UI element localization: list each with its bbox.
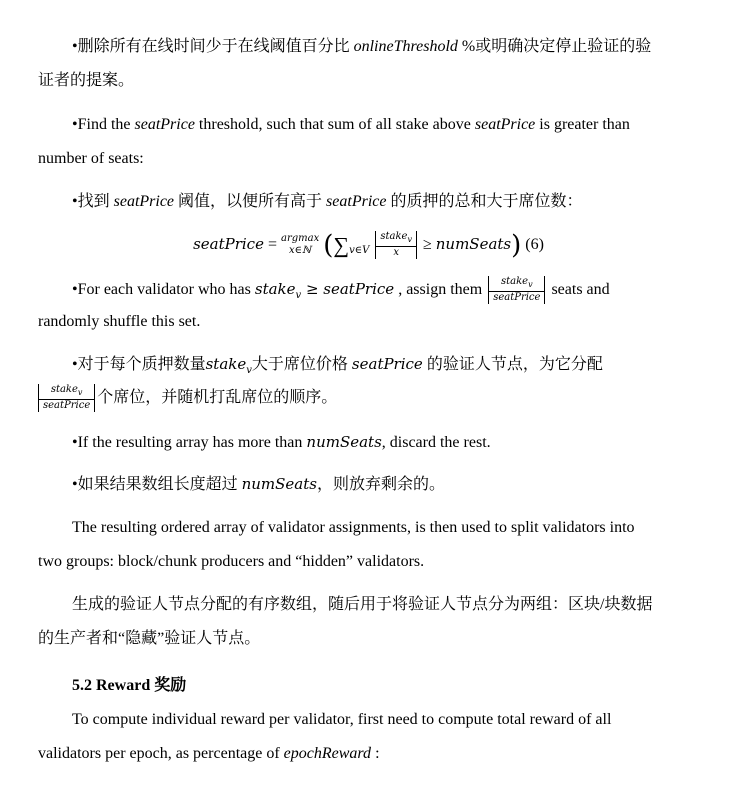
section-number: 5.2 <box>72 677 92 694</box>
text: To compute individual reward per validator, first need to compute total reward of all <box>72 711 612 728</box>
text: v <box>77 388 83 398</box>
text: seats and <box>547 281 610 298</box>
text: stake <box>380 231 408 243</box>
term-seatprice: seatPrice <box>474 116 536 133</box>
text: : <box>371 745 380 762</box>
para-ordered-array-en-cont <box>38 550 723 574</box>
text: v <box>407 235 412 245</box>
text: v <box>246 365 252 376</box>
text: two groups: block/chunk producers and “hidden” validators. <box>38 553 425 570</box>
text: 的验证人节点，为它分配 <box>422 356 603 373</box>
text: 证者的提案。 <box>38 72 135 89</box>
bullet-assign-seats-zh <box>72 352 723 383</box>
frac-den: seatPrice <box>493 292 541 304</box>
equation-number: (6) <box>521 236 544 253</box>
bullet-assign-seats-zh-cont <box>38 384 723 412</box>
para-ordered-array-en <box>72 516 723 540</box>
term-seatprice: seatPrice <box>113 193 175 210</box>
text: randomly shuffle this set. <box>38 313 201 330</box>
floor-fraction <box>488 276 545 304</box>
text: stake <box>501 276 529 288</box>
text: •Find the <box>72 116 135 133</box>
frac-den: seatPrice <box>43 400 91 412</box>
text: •如果结果数组长度超过 <box>72 476 242 493</box>
floor-fraction <box>375 231 417 259</box>
text: 阈值，以便所有高于 <box>174 193 327 210</box>
math-numseats: numSeats <box>306 433 382 451</box>
text: •For each validator who has <box>72 281 255 298</box>
bullet-find-seatprice-en-cont <box>38 147 723 171</box>
text: threshold, such that sum of all stake above <box>194 116 475 133</box>
para-compute-reward <box>72 708 723 732</box>
para-compute-reward-cont <box>38 742 723 766</box>
floor-fraction <box>38 384 95 412</box>
bullet-assign-seats-en <box>72 276 723 309</box>
text: 大于席位价格 <box>251 356 352 373</box>
text: •删除所有在线时间少于在线阈值百分比 <box>72 38 354 55</box>
text: , discard the rest. <box>381 434 491 451</box>
eq-rhs: numSeats <box>435 235 512 253</box>
eq-sign: = <box>263 236 281 253</box>
bullet-assign-seats-en-cont <box>38 310 723 334</box>
text: ，则放弃剩余的。 <box>316 476 445 493</box>
text: number of seats: <box>38 150 144 167</box>
argmax-domain: x∈ℕ <box>289 245 312 257</box>
equation-seatprice <box>0 229 737 266</box>
frac-num <box>489 276 544 292</box>
text: 的质押的总和大于席位数： <box>386 193 583 210</box>
text: •If the resulting array has more than <box>72 434 307 451</box>
text: stake <box>205 355 247 373</box>
text: •对于每个质押数量 <box>72 356 206 373</box>
text: v <box>528 280 533 290</box>
math-numseats: numSeats <box>241 475 317 493</box>
math-stake <box>254 280 395 301</box>
text: validators per epoch, as percentage of <box>38 745 284 762</box>
sum-symbol: ∑ <box>333 232 350 258</box>
section-title: Reward 奖励 <box>92 677 187 694</box>
term-epochreward: epochReward <box>283 745 372 762</box>
bullet-remove-proposals-cont <box>38 69 723 93</box>
text: v <box>295 290 302 301</box>
text: 的生产者和“隐藏”验证人节点。 <box>38 630 261 647</box>
bullet-find-seatprice-en <box>72 113 723 137</box>
text: %或明确决定停止验证的验 <box>457 38 652 55</box>
frac-num <box>376 231 416 247</box>
argmax-operator <box>281 233 319 257</box>
para-ordered-array-zh <box>72 593 723 617</box>
bullet-discard-en <box>72 430 723 455</box>
eq-lhs: seatPrice <box>193 235 264 253</box>
text: 生成的验证人节点分配的有序数组，随后用于将验证人节点分为两组：区块/块数据 <box>72 596 653 613</box>
bullet-find-seatprice-zh <box>72 190 723 214</box>
frac-den: x <box>393 247 399 259</box>
text: is greater than <box>535 116 630 133</box>
right-paren: ) <box>511 230 522 261</box>
text: 个席位，并随机打乱席位的顺序。 <box>97 389 338 406</box>
argmax-label: argmax <box>280 233 320 245</box>
left-paren: ( <box>323 230 334 261</box>
bullet-remove-proposals <box>72 35 723 59</box>
term-seatprice: seatPrice <box>134 116 195 133</box>
text: stake <box>50 384 78 396</box>
text: •找到 <box>72 193 114 210</box>
frac-num <box>39 384 94 400</box>
text: stake <box>254 280 296 298</box>
text: , assign them <box>394 281 487 298</box>
term-seatprice: seatPrice <box>326 193 387 210</box>
math-seatprice: seatPrice <box>351 355 423 373</box>
sum-index: v∈V <box>349 245 370 257</box>
text: ≥ seatPrice <box>301 280 395 298</box>
term-online-threshold: onlineThreshold <box>353 38 458 55</box>
para-ordered-array-zh-cont <box>38 627 723 651</box>
section-heading-reward <box>72 674 723 698</box>
bullet-discard-zh <box>72 472 723 497</box>
geq-sign: ≥ <box>422 236 436 253</box>
math-stake <box>205 355 252 376</box>
text: The resulting ordered array of validator assignments, is then used to split validators into <box>72 519 635 536</box>
